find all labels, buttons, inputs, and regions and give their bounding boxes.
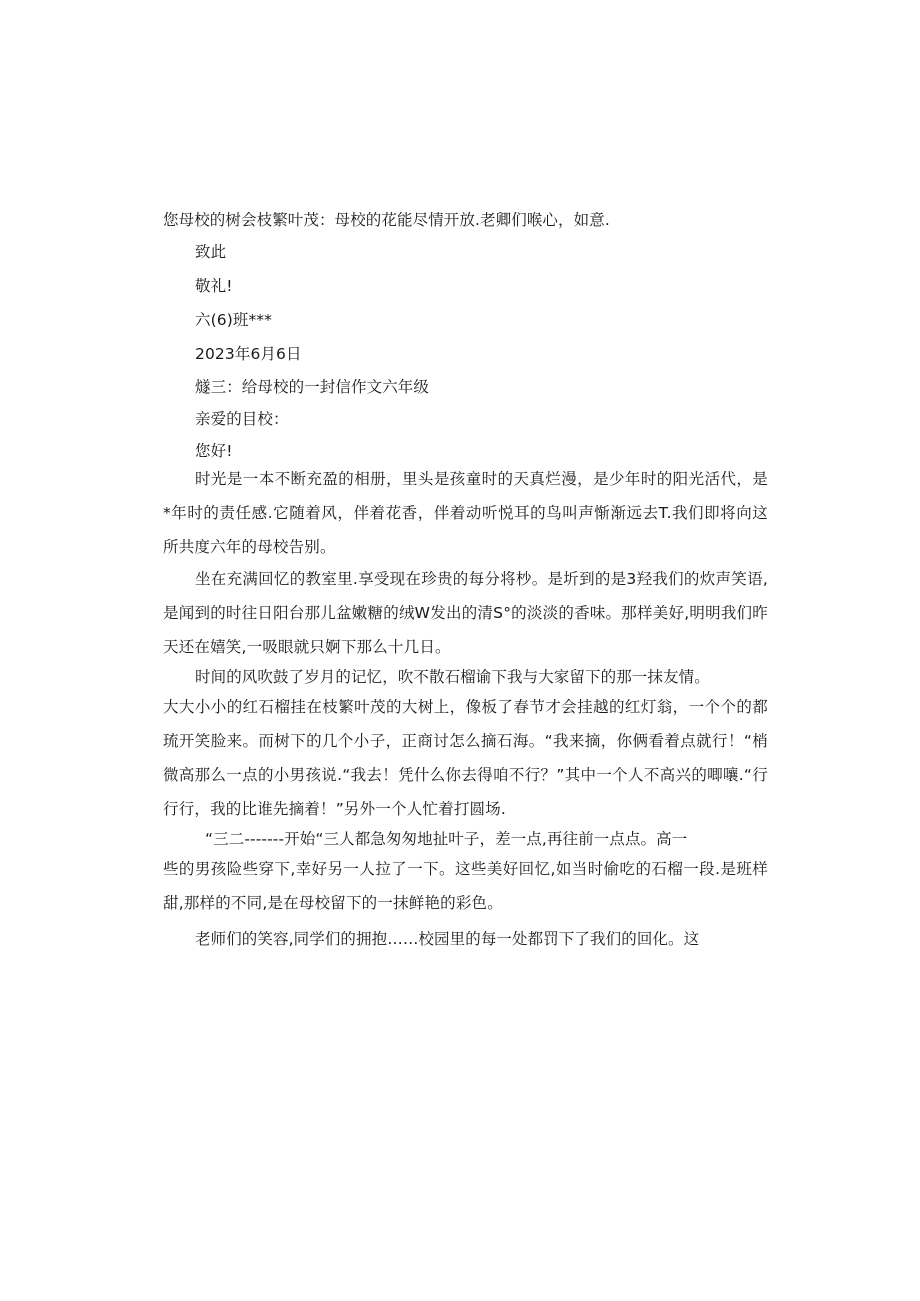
letter-closing-wishes: 您母校的树会枝繁叶茂：母校的花能尽情开放.老卿们喉心，如意. bbox=[163, 211, 610, 229]
paragraph-4-first-line: “三二-------开始“三人都急匆匆地扯叶子，差一点,再往前一点点。高一 bbox=[205, 830, 688, 848]
paragraph-5: 老师们的笑容,同学们的拥抱……校园里的每一处都罚下了我们的回化。这 bbox=[195, 930, 700, 948]
greeting: 您好! bbox=[195, 442, 233, 460]
paragraph-2: 坐在充满回忆的教室里.享受现在珍贵的每分将杪。是圻到的是3羟我们的炊声笑语,是闻到的时往日阳台那儿盆嫩糖的绒W发出的清S°的淡淡的香味。那样美好,明明我们昨天还在嬉笑,一吸眼就只婀下那么十几日。 bbox=[163, 570, 768, 656]
paragraph-3: 大大小小的红石榴挂在枝繁叶茂的大树上，像板了春节才会挂越的红灯翁，一个个的都琉开笑脸来。而树下的几个小子，正商讨怎么摘石海。“我来摘，你俩看着点就行！“梢微高那么一点的小男孩说.“我去！凭什么你去得咱不行？”其中一个人不高兴的唧嚷.“行行行，我的比谁先摘着！”另外一个人忙着打圆场. bbox=[163, 698, 768, 818]
paragraph-1: 时光是一本不断充盈的相册，里头是孩童时的天真烂漫，是少年时的阳光活代，是*年时的责任感.它随着风，伴着花香，伴着动听悦耳的鸟叫声惭渐远去T.我们即将向这所共度六年的母校告别。 bbox=[163, 470, 768, 556]
paragraph-4: 些的男孩险些穿下,幸好另一人拉了一下。这些美好回忆,如当时偷吃的石榴一段.是班样甜,那样的不同,是在母校留下的一抹鲜艳的彩色。 bbox=[163, 860, 768, 912]
letter-date: 2023年6月6日 bbox=[195, 345, 302, 363]
closing-salute: 敬礼! bbox=[195, 277, 233, 295]
salutation: 亲爱的目校： bbox=[195, 410, 289, 428]
section-title: 燧三：给母校的一封信作文六年级 bbox=[195, 378, 430, 396]
paragraph-3-first-line: 时间的风吹鼓了岁月的记忆，吹不散石榴谕下我与大家留下的那一抹友情。 bbox=[195, 668, 710, 686]
closing-phrase: 致此 bbox=[195, 243, 227, 261]
signature: 六(6)班*** bbox=[195, 311, 273, 329]
